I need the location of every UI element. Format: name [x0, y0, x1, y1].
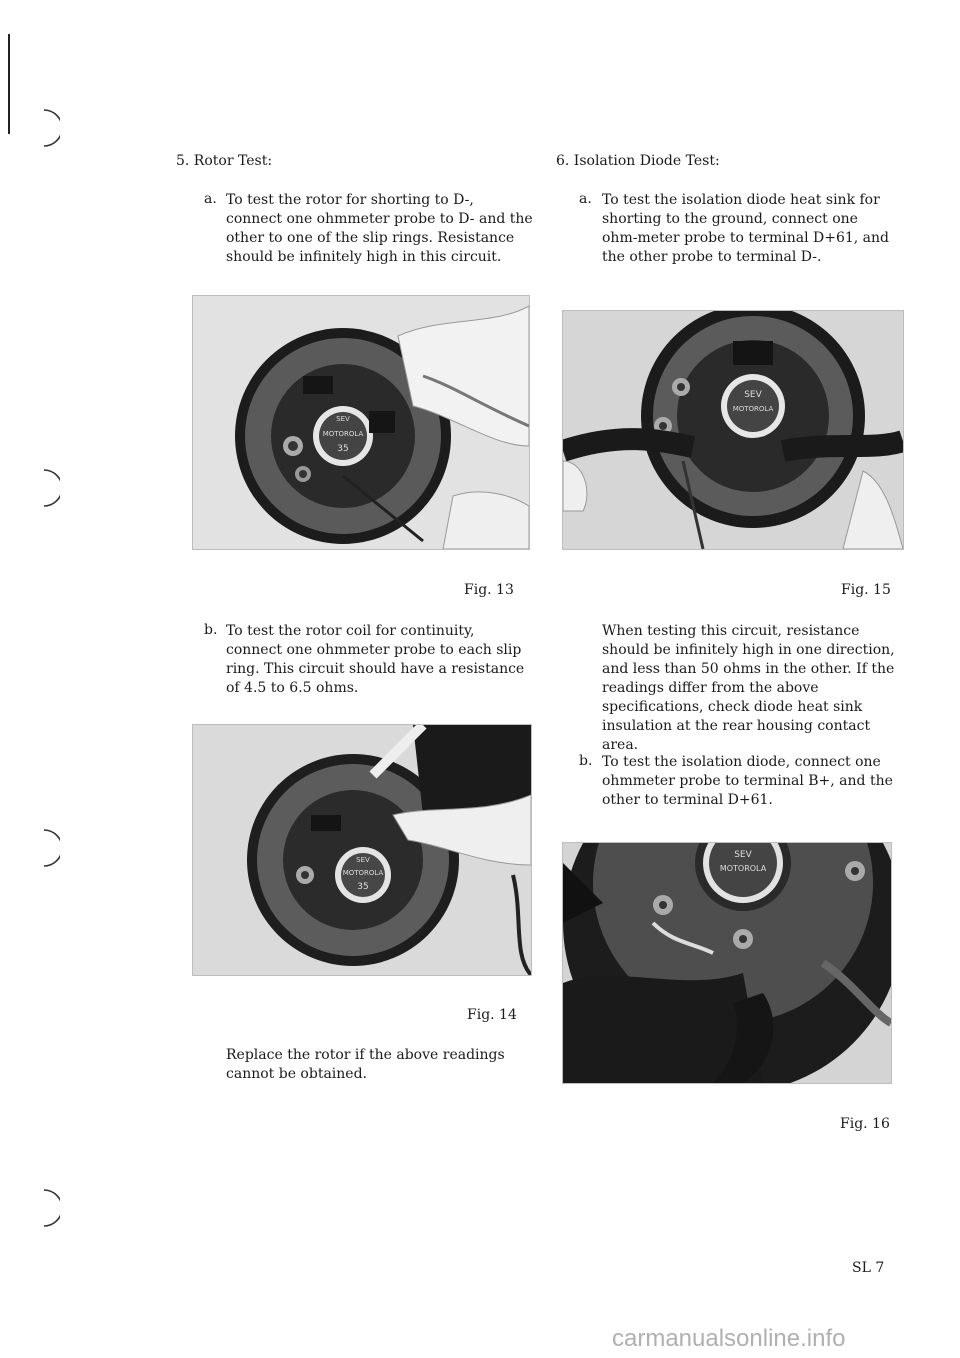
fig14-photo-label-number: 35 — [357, 882, 369, 892]
isolation-step-b-label: b. — [579, 753, 593, 769]
fig16-caption: Fig. 16 — [840, 1116, 890, 1132]
fig14-photo-label-top: SEV — [356, 856, 370, 864]
isolation-note-text: When testing this circuit, resistance should be infinitely high in one direction, and less than 50 ohms in the other. If the readings differ from the above specifications, check diode heat sink insulation at the rear housing contact area. — [602, 623, 895, 753]
rotor-step-b-label: b. — [204, 622, 218, 638]
fig13-photo-label-number: 35 — [337, 444, 349, 454]
rotor-step-a-label: a. — [204, 191, 217, 207]
rotor-test-heading: 5. Rotor Test: — [176, 153, 273, 169]
fig15-photo — [562, 310, 904, 550]
rotor-step-a-text: To test the rotor for shorting to D-, connect one ohmmeter probe to D- and the other to one of the slip rings. Resistance should be infinitely high in this circuit. — [226, 192, 533, 265]
rotor-replace-text: Replace the rotor if the above readings cannot be obtained. — [226, 1047, 505, 1082]
isolation-step-b-text: To test the isolation diode, connect one ohmmeter probe to terminal B+, and the other to terminal D+61. — [602, 754, 893, 808]
fig13-photo-label-top: SEV — [336, 415, 350, 423]
fig13-caption: Fig. 13 — [464, 582, 514, 598]
fig16-photo-label-bottom: MOTOROLA — [719, 864, 767, 873]
rotor-step-b-text: To test the rotor coil for continuity, connect one ohmmeter probe to each slip ring. This circuit should have a resistance of 4.5 to 6.5 ohms. — [226, 623, 525, 696]
isolation-step-a-label: a. — [579, 191, 592, 207]
fig13-photo-label-bottom: MOTOROLA — [322, 430, 364, 438]
fig15-photo-label-bottom: MOTOROLA — [732, 405, 774, 413]
watermark: carmanualsonline.info — [612, 1325, 846, 1352]
page-number: SL 7 — [852, 1260, 885, 1276]
punch-hole-icon — [30, 1186, 60, 1230]
isolation-step-a-text: To test the isolation diode heat sink for shorting to the ground, connect one ohm-meter probe to terminal D+61, and the other probe to terminal D-. — [602, 192, 889, 265]
fig15-photo-label-top: SEV — [744, 390, 762, 400]
fig16-photo — [562, 842, 892, 1084]
punch-hole-icon — [30, 466, 60, 510]
fig14-caption: Fig. 14 — [467, 1007, 517, 1023]
fig14-photo-label-bottom: MOTOROLA — [342, 869, 384, 877]
fig15-caption: Fig. 15 — [841, 582, 891, 598]
punch-hole-icon — [30, 106, 60, 150]
fig16-photo-label-top: SEV — [734, 850, 752, 860]
isolation-diode-heading: 6. Isolation Diode Test: — [556, 153, 720, 169]
binder-margin-line — [8, 34, 10, 134]
punch-hole-icon — [30, 826, 60, 870]
fig13-photo — [192, 295, 530, 550]
fig14-photo — [192, 724, 532, 976]
